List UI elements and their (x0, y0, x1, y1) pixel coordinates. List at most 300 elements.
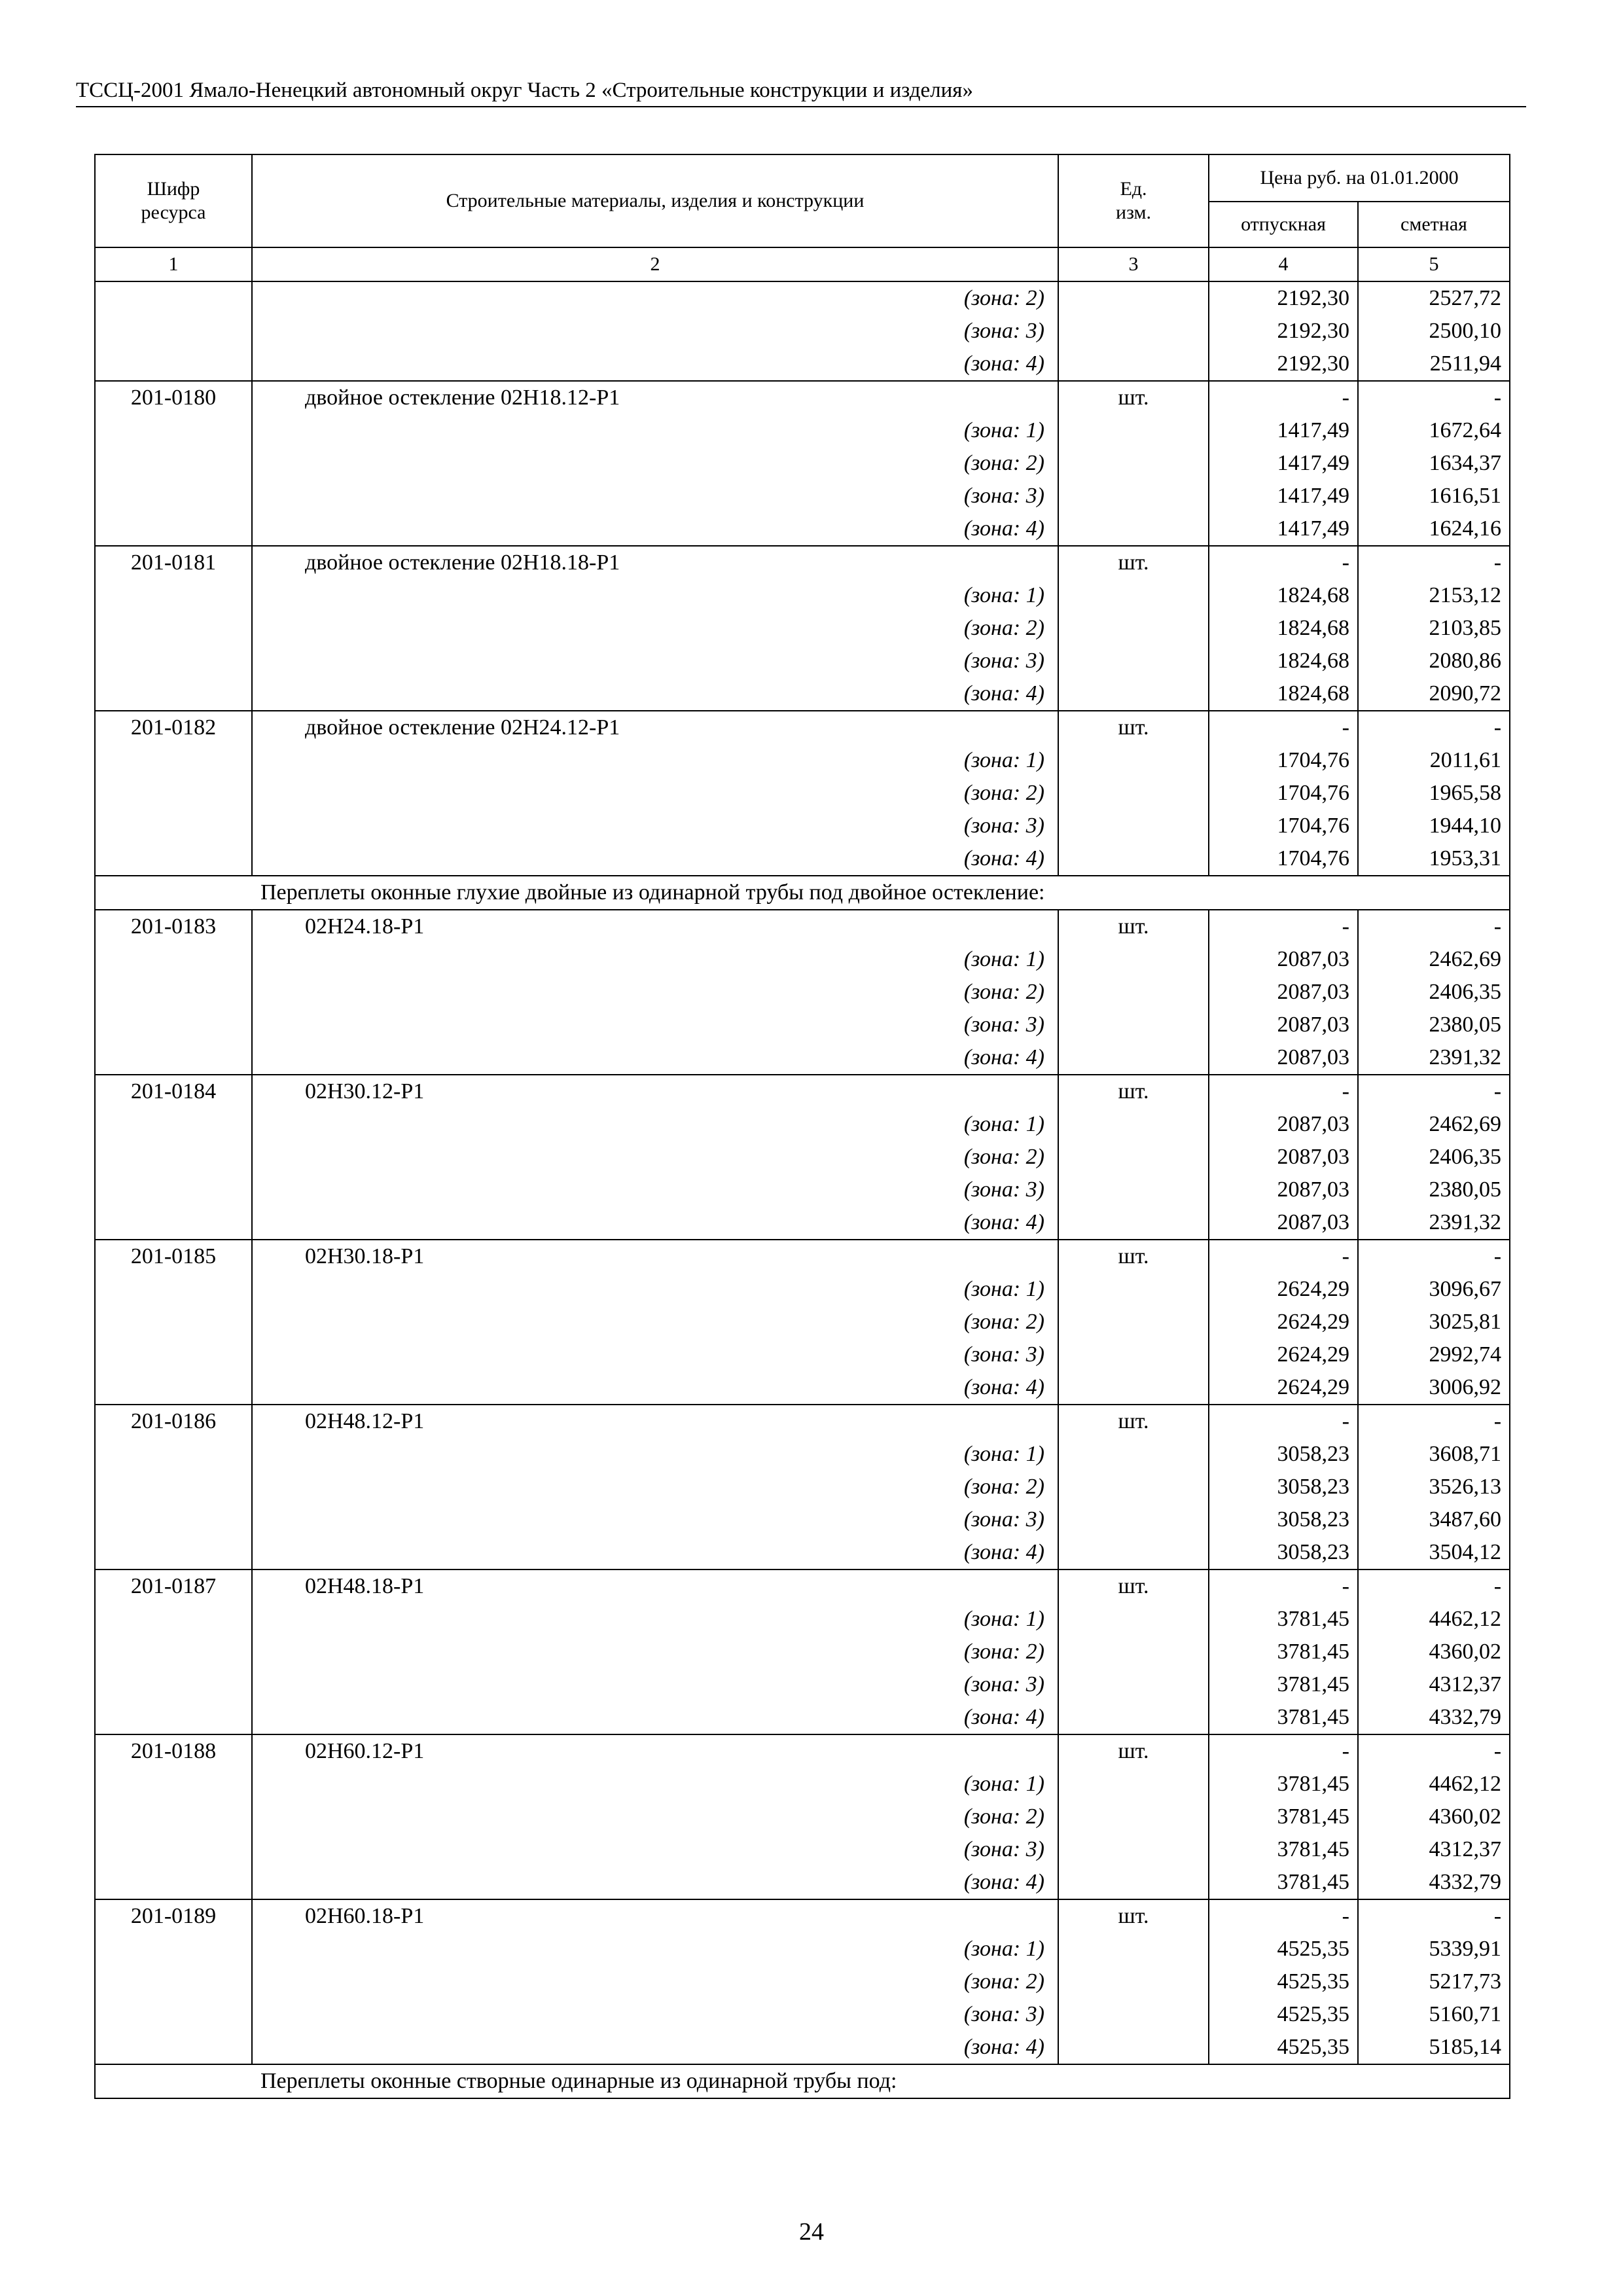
zone-row (95, 579, 1510, 612)
zone-label: (зона: 3) (252, 1998, 1058, 2031)
estimate-price: - (1358, 546, 1510, 579)
release-price: 3781,45 (1209, 1603, 1358, 1636)
zone-label: (зона: 3) (252, 315, 1058, 348)
price-table-container (94, 154, 1510, 2099)
resource-code-cell (95, 2031, 252, 2064)
release-price: - (1209, 1075, 1358, 1108)
resource-code-cell (95, 842, 252, 876)
estimate-price: 2462,69 (1358, 1108, 1510, 1141)
release-price: 3781,45 (1209, 1833, 1358, 1866)
estimate-price: 2391,32 (1358, 1041, 1510, 1075)
estimate-price: 2380,05 (1358, 1009, 1510, 1041)
estimate-price: 3608,71 (1358, 1438, 1510, 1471)
unit-cell (1058, 1108, 1209, 1141)
column-number: 1 (95, 247, 252, 281)
resource-code-cell (95, 1503, 252, 1536)
page-number: 24 (799, 2218, 824, 2246)
zone-row (95, 744, 1510, 777)
resource-code-cell (95, 1768, 252, 1801)
unit-cell (1058, 281, 1209, 315)
resource-code: 201-0182 (95, 711, 252, 744)
estimate-price: 2500,10 (1358, 315, 1510, 348)
estimate-price: - (1358, 1240, 1510, 1273)
release-price: 4525,35 (1209, 1998, 1358, 2031)
resource-code-cell (95, 1998, 252, 2031)
zone-row (95, 1768, 1510, 1801)
section-heading-row (95, 2064, 1510, 2098)
release-price: - (1209, 1240, 1358, 1273)
estimate-price: 2527,72 (1358, 281, 1510, 315)
estimate-price: 2090,72 (1358, 677, 1510, 711)
zone-row (95, 1273, 1510, 1306)
zone-row (95, 1866, 1510, 1899)
zone-row (95, 976, 1510, 1009)
estimate-price: - (1358, 1075, 1510, 1108)
release-price: 4525,35 (1209, 2031, 1358, 2064)
zone-label: (зона: 2) (252, 1636, 1058, 1668)
item-row (95, 1734, 1510, 1768)
unit-cell (1058, 1536, 1209, 1570)
release-price: - (1209, 1899, 1358, 1933)
unit-cell (1058, 1438, 1209, 1471)
release-price: 4525,35 (1209, 1933, 1358, 1965)
zone-label: (зона: 1) (252, 744, 1058, 777)
release-price: 1704,76 (1209, 842, 1358, 876)
estimate-price: 3025,81 (1358, 1306, 1510, 1338)
unit-cell (1058, 777, 1209, 810)
release-price: - (1209, 1405, 1358, 1438)
release-price: 1824,68 (1209, 612, 1358, 645)
zone-label: (зона: 2) (252, 1965, 1058, 1998)
zone-label: (зона: 2) (252, 1141, 1058, 1174)
unit-cell (1058, 1833, 1209, 1866)
unit-cell (1058, 677, 1209, 711)
zone-label: (зона: 1) (252, 1273, 1058, 1306)
estimate-price: 2011,61 (1358, 744, 1510, 777)
item-name: 02Н30.12-Р1 (252, 1075, 1058, 1108)
estimate-price: 3526,13 (1358, 1471, 1510, 1503)
unit-cell (1058, 645, 1209, 677)
estimate-price: 2406,35 (1358, 1141, 1510, 1174)
estimate-price: 3006,92 (1358, 1371, 1510, 1405)
resource-code-cell (95, 1668, 252, 1701)
resource-code-cell (95, 1603, 252, 1636)
zone-row (95, 1965, 1510, 1998)
estimate-price: - (1358, 1734, 1510, 1768)
release-price: 2624,29 (1209, 1273, 1358, 1306)
resource-code-cell (95, 810, 252, 842)
zone-label: (зона: 4) (252, 1041, 1058, 1075)
unit-of-measure: шт. (1058, 1075, 1209, 1108)
unit-cell (1058, 1603, 1209, 1636)
unit-of-measure: шт. (1058, 546, 1209, 579)
resource-code-cell (95, 612, 252, 645)
release-price: 1417,49 (1209, 447, 1358, 480)
zone-label: (зона: 3) (252, 1174, 1058, 1206)
unit-cell (1058, 1998, 1209, 2031)
release-price: 4525,35 (1209, 1965, 1358, 1998)
release-price: 2192,30 (1209, 348, 1358, 381)
unit-of-measure: шт. (1058, 1899, 1209, 1933)
zone-row (95, 645, 1510, 677)
release-price: 1824,68 (1209, 677, 1358, 711)
estimate-price: 4312,37 (1358, 1833, 1510, 1866)
estimate-price: 4332,79 (1358, 1701, 1510, 1734)
resource-code-cell (95, 1206, 252, 1240)
header-price-group: Цена руб. на 01.01.2000 (1209, 154, 1510, 202)
unit-cell (1058, 976, 1209, 1009)
zone-row (95, 1636, 1510, 1668)
zone-row (95, 1108, 1510, 1141)
zone-row (95, 842, 1510, 876)
unit-cell (1058, 1371, 1209, 1405)
resource-code-cell (95, 281, 252, 315)
estimate-price: 4312,37 (1358, 1668, 1510, 1701)
resource-code-cell (95, 1273, 252, 1306)
unit-of-measure: шт. (1058, 1405, 1209, 1438)
column-number-row (95, 247, 1510, 281)
estimate-price: 2406,35 (1358, 976, 1510, 1009)
release-price: 3781,45 (1209, 1768, 1358, 1801)
zone-label: (зона: 3) (252, 1668, 1058, 1701)
estimate-price: 4360,02 (1358, 1801, 1510, 1833)
zone-label: (зона: 3) (252, 1338, 1058, 1371)
zone-row (95, 1371, 1510, 1405)
item-row (95, 1240, 1510, 1273)
resource-code: 201-0185 (95, 1240, 252, 1273)
item-row (95, 381, 1510, 414)
resource-code-cell (95, 1438, 252, 1471)
zone-row (95, 1536, 1510, 1570)
zone-label: (зона: 1) (252, 1108, 1058, 1141)
unit-cell (1058, 579, 1209, 612)
zone-label: (зона: 2) (252, 1306, 1058, 1338)
item-row (95, 711, 1510, 744)
zone-label: (зона: 2) (252, 1471, 1058, 1503)
zone-label: (зона: 1) (252, 943, 1058, 976)
zone-label: (зона: 1) (252, 579, 1058, 612)
resource-code-cell (95, 1801, 252, 1833)
unit-cell (1058, 512, 1209, 546)
item-name: 02Н48.18-Р1 (252, 1570, 1058, 1603)
unit-cell (1058, 1041, 1209, 1075)
table-header-row (95, 154, 1510, 202)
zone-row (95, 810, 1510, 842)
price-table (94, 154, 1510, 2099)
zone-row (95, 1174, 1510, 1206)
unit-cell (1058, 744, 1209, 777)
header-name: Строительные материалы, изделия и конструкции (252, 154, 1058, 247)
unit-cell (1058, 1273, 1209, 1306)
zone-row (95, 1041, 1510, 1075)
release-price: 1824,68 (1209, 579, 1358, 612)
zone-row (95, 1141, 1510, 1174)
estimate-price: 2153,12 (1358, 579, 1510, 612)
unit-cell (1058, 414, 1209, 447)
estimate-price: 3504,12 (1358, 1536, 1510, 1570)
unit-cell (1058, 480, 1209, 512)
zone-label: (зона: 1) (252, 1768, 1058, 1801)
resource-code: 201-0181 (95, 546, 252, 579)
zone-row (95, 348, 1510, 381)
zone-label: (зона: 4) (252, 348, 1058, 381)
zone-row (95, 1701, 1510, 1734)
header-release-price: отпускная (1209, 202, 1358, 247)
zone-label: (зона: 1) (252, 1603, 1058, 1636)
resource-code-cell (95, 677, 252, 711)
zone-row (95, 1603, 1510, 1636)
release-price: 2087,03 (1209, 1206, 1358, 1240)
zone-row (95, 943, 1510, 976)
release-price: - (1209, 546, 1358, 579)
estimate-price: 1624,16 (1358, 512, 1510, 546)
estimate-price: 5217,73 (1358, 1965, 1510, 1998)
zone-label: (зона: 2) (252, 447, 1058, 480)
zone-label: (зона: 4) (252, 1206, 1058, 1240)
item-row (95, 1405, 1510, 1438)
zone-row (95, 281, 1510, 315)
unit-cell (1058, 447, 1209, 480)
resource-code-cell (95, 1338, 252, 1371)
resource-code-cell (95, 1701, 252, 1734)
zone-row (95, 1933, 1510, 1965)
estimate-price: 1616,51 (1358, 480, 1510, 512)
column-number: 5 (1358, 247, 1510, 281)
unit-cell (1058, 1338, 1209, 1371)
release-price: 1704,76 (1209, 744, 1358, 777)
unit-cell (1058, 1701, 1209, 1734)
release-price: - (1209, 1734, 1358, 1768)
unit-cell (1058, 1965, 1209, 1998)
item-row (95, 1075, 1510, 1108)
header-unit: Ед. изм. (1058, 154, 1209, 247)
column-number: 4 (1209, 247, 1358, 281)
estimate-price: 1672,64 (1358, 414, 1510, 447)
estimate-price: 5339,91 (1358, 1933, 1510, 1965)
zone-row (95, 777, 1510, 810)
unit-cell (1058, 1801, 1209, 1833)
resource-code: 201-0180 (95, 381, 252, 414)
estimate-price: 2462,69 (1358, 943, 1510, 976)
zone-row (95, 512, 1510, 546)
zone-row (95, 480, 1510, 512)
section-heading-row (95, 876, 1510, 910)
estimate-price: 1944,10 (1358, 810, 1510, 842)
zone-row (95, 1438, 1510, 1471)
zone-row (95, 1801, 1510, 1833)
zone-label: (зона: 1) (252, 1933, 1058, 1965)
release-price: 2624,29 (1209, 1306, 1358, 1338)
resource-code-cell (95, 1108, 252, 1141)
item-row (95, 910, 1510, 943)
resource-code-cell (95, 1636, 252, 1668)
release-price: 3058,23 (1209, 1503, 1358, 1536)
release-price: 3781,45 (1209, 1668, 1358, 1701)
document-title: ТССЦ-2001 Ямало-Ненецкий автономный округ Часть 2 «Строительные конструкции и изделия» (76, 79, 973, 102)
unit-of-measure: шт. (1058, 910, 1209, 943)
zone-label: (зона: 2) (252, 976, 1058, 1009)
release-price: 2087,03 (1209, 1041, 1358, 1075)
estimate-price: 4360,02 (1358, 1636, 1510, 1668)
zone-label: (зона: 3) (252, 810, 1058, 842)
release-price: 1824,68 (1209, 645, 1358, 677)
item-name: 02Н60.12-Р1 (252, 1734, 1058, 1768)
release-price: 2087,03 (1209, 976, 1358, 1009)
release-price: 3058,23 (1209, 1438, 1358, 1471)
page-header (76, 77, 1526, 107)
item-name: 02Н48.12-Р1 (252, 1405, 1058, 1438)
header-estimate-price: сметная (1358, 202, 1510, 247)
estimate-price: - (1358, 910, 1510, 943)
zone-row (95, 612, 1510, 645)
estimate-price: 2103,85 (1358, 612, 1510, 645)
resource-code-cell (95, 1965, 252, 1998)
unit-cell (1058, 810, 1209, 842)
table-body (95, 281, 1510, 2098)
resource-code-cell (95, 1041, 252, 1075)
estimate-price: 2391,32 (1358, 1206, 1510, 1240)
zone-row (95, 1471, 1510, 1503)
zone-label: (зона: 2) (252, 281, 1058, 315)
release-price: 2192,30 (1209, 315, 1358, 348)
zone-row (95, 1833, 1510, 1866)
resource-code: 201-0187 (95, 1570, 252, 1603)
release-price: 3781,45 (1209, 1701, 1358, 1734)
zone-label: (зона: 1) (252, 1438, 1058, 1471)
release-price: - (1209, 910, 1358, 943)
header-code: Шифр ресурса (95, 154, 252, 247)
release-price: 2087,03 (1209, 1009, 1358, 1041)
zone-label: (зона: 2) (252, 612, 1058, 645)
zone-label: (зона: 4) (252, 842, 1058, 876)
estimate-price: - (1358, 381, 1510, 414)
resource-code-cell (95, 1933, 252, 1965)
release-price: 1417,49 (1209, 480, 1358, 512)
estimate-price: 5160,71 (1358, 1998, 1510, 2031)
resource-code: 201-0186 (95, 1405, 252, 1438)
zone-row (95, 1338, 1510, 1371)
zone-label: (зона: 4) (252, 677, 1058, 711)
section-heading: Переплеты оконные створные одинарные из одинарной трубы под: (95, 2064, 1510, 2098)
resource-code-cell (95, 315, 252, 348)
unit-cell (1058, 1866, 1209, 1899)
item-name: двойное остекление 02Н18.12-Р1 (252, 381, 1058, 414)
unit-cell (1058, 943, 1209, 976)
resource-code-cell (95, 645, 252, 677)
release-price: 2624,29 (1209, 1338, 1358, 1371)
zone-row (95, 315, 1510, 348)
unit-cell (1058, 1768, 1209, 1801)
zone-row (95, 1206, 1510, 1240)
estimate-price: 3096,67 (1358, 1273, 1510, 1306)
estimate-price: 4462,12 (1358, 1603, 1510, 1636)
resource-code-cell (95, 480, 252, 512)
estimate-price: 5185,14 (1358, 2031, 1510, 2064)
release-price: 1417,49 (1209, 414, 1358, 447)
release-price: 1704,76 (1209, 777, 1358, 810)
zone-label: (зона: 3) (252, 1503, 1058, 1536)
item-row (95, 1899, 1510, 1933)
unit-cell (1058, 1141, 1209, 1174)
zone-row (95, 2031, 1510, 2064)
resource-code-cell (95, 1306, 252, 1338)
zone-label: (зона: 2) (252, 777, 1058, 810)
resource-code-cell (95, 1371, 252, 1405)
zone-row (95, 1998, 1510, 2031)
unit-cell (1058, 315, 1209, 348)
unit-of-measure: шт. (1058, 1240, 1209, 1273)
zone-label: (зона: 3) (252, 645, 1058, 677)
estimate-price: 2380,05 (1358, 1174, 1510, 1206)
resource-code-cell (95, 1866, 252, 1899)
resource-code: 201-0184 (95, 1075, 252, 1108)
resource-code-cell (95, 512, 252, 546)
release-price: 3058,23 (1209, 1471, 1358, 1503)
unit-cell (1058, 348, 1209, 381)
zone-label: (зона: 4) (252, 1536, 1058, 1570)
unit-cell (1058, 1206, 1209, 1240)
release-price: - (1209, 381, 1358, 414)
resource-code: 201-0188 (95, 1734, 252, 1768)
estimate-price: - (1358, 1899, 1510, 1933)
release-price: 1704,76 (1209, 810, 1358, 842)
release-price: 2087,03 (1209, 943, 1358, 976)
release-price: 2624,29 (1209, 1371, 1358, 1405)
estimate-price: - (1358, 1405, 1510, 1438)
resource-code-cell (95, 744, 252, 777)
zone-label: (зона: 1) (252, 414, 1058, 447)
estimate-price: 2992,74 (1358, 1338, 1510, 1371)
unit-of-measure: шт. (1058, 1570, 1209, 1603)
item-name: двойное остекление 02Н18.18-Р1 (252, 546, 1058, 579)
resource-code-cell (95, 777, 252, 810)
release-price: - (1209, 1570, 1358, 1603)
release-price: 2192,30 (1209, 281, 1358, 315)
resource-code-cell (95, 579, 252, 612)
resource-code-cell (95, 1833, 252, 1866)
zone-row (95, 1009, 1510, 1041)
item-row (95, 546, 1510, 579)
resource-code: 201-0189 (95, 1899, 252, 1933)
resource-code-cell (95, 1536, 252, 1570)
release-price: 3781,45 (1209, 1866, 1358, 1899)
unit-cell (1058, 1503, 1209, 1536)
unit-cell (1058, 1306, 1209, 1338)
resource-code-cell (95, 1009, 252, 1041)
zone-label: (зона: 4) (252, 2031, 1058, 2064)
zone-row (95, 677, 1510, 711)
resource-code-cell (95, 976, 252, 1009)
section-heading: Переплеты оконные глухие двойные из одинарной трубы под двойное остекление: (95, 876, 1510, 910)
release-price: 2087,03 (1209, 1141, 1358, 1174)
column-number: 2 (252, 247, 1058, 281)
item-name: 02Н60.18-Р1 (252, 1899, 1058, 1933)
resource-code-cell (95, 348, 252, 381)
zone-row (95, 1503, 1510, 1536)
resource-code-cell (95, 414, 252, 447)
estimate-price: 1953,31 (1358, 842, 1510, 876)
unit-cell (1058, 1636, 1209, 1668)
unit-cell (1058, 1471, 1209, 1503)
release-price: 2087,03 (1209, 1174, 1358, 1206)
estimate-price: 1965,58 (1358, 777, 1510, 810)
zone-label: (зона: 3) (252, 480, 1058, 512)
resource-code-cell (95, 1174, 252, 1206)
zone-label: (зона: 3) (252, 1833, 1058, 1866)
resource-code-cell (95, 1471, 252, 1503)
release-price: 3781,45 (1209, 1801, 1358, 1833)
unit-cell (1058, 1933, 1209, 1965)
